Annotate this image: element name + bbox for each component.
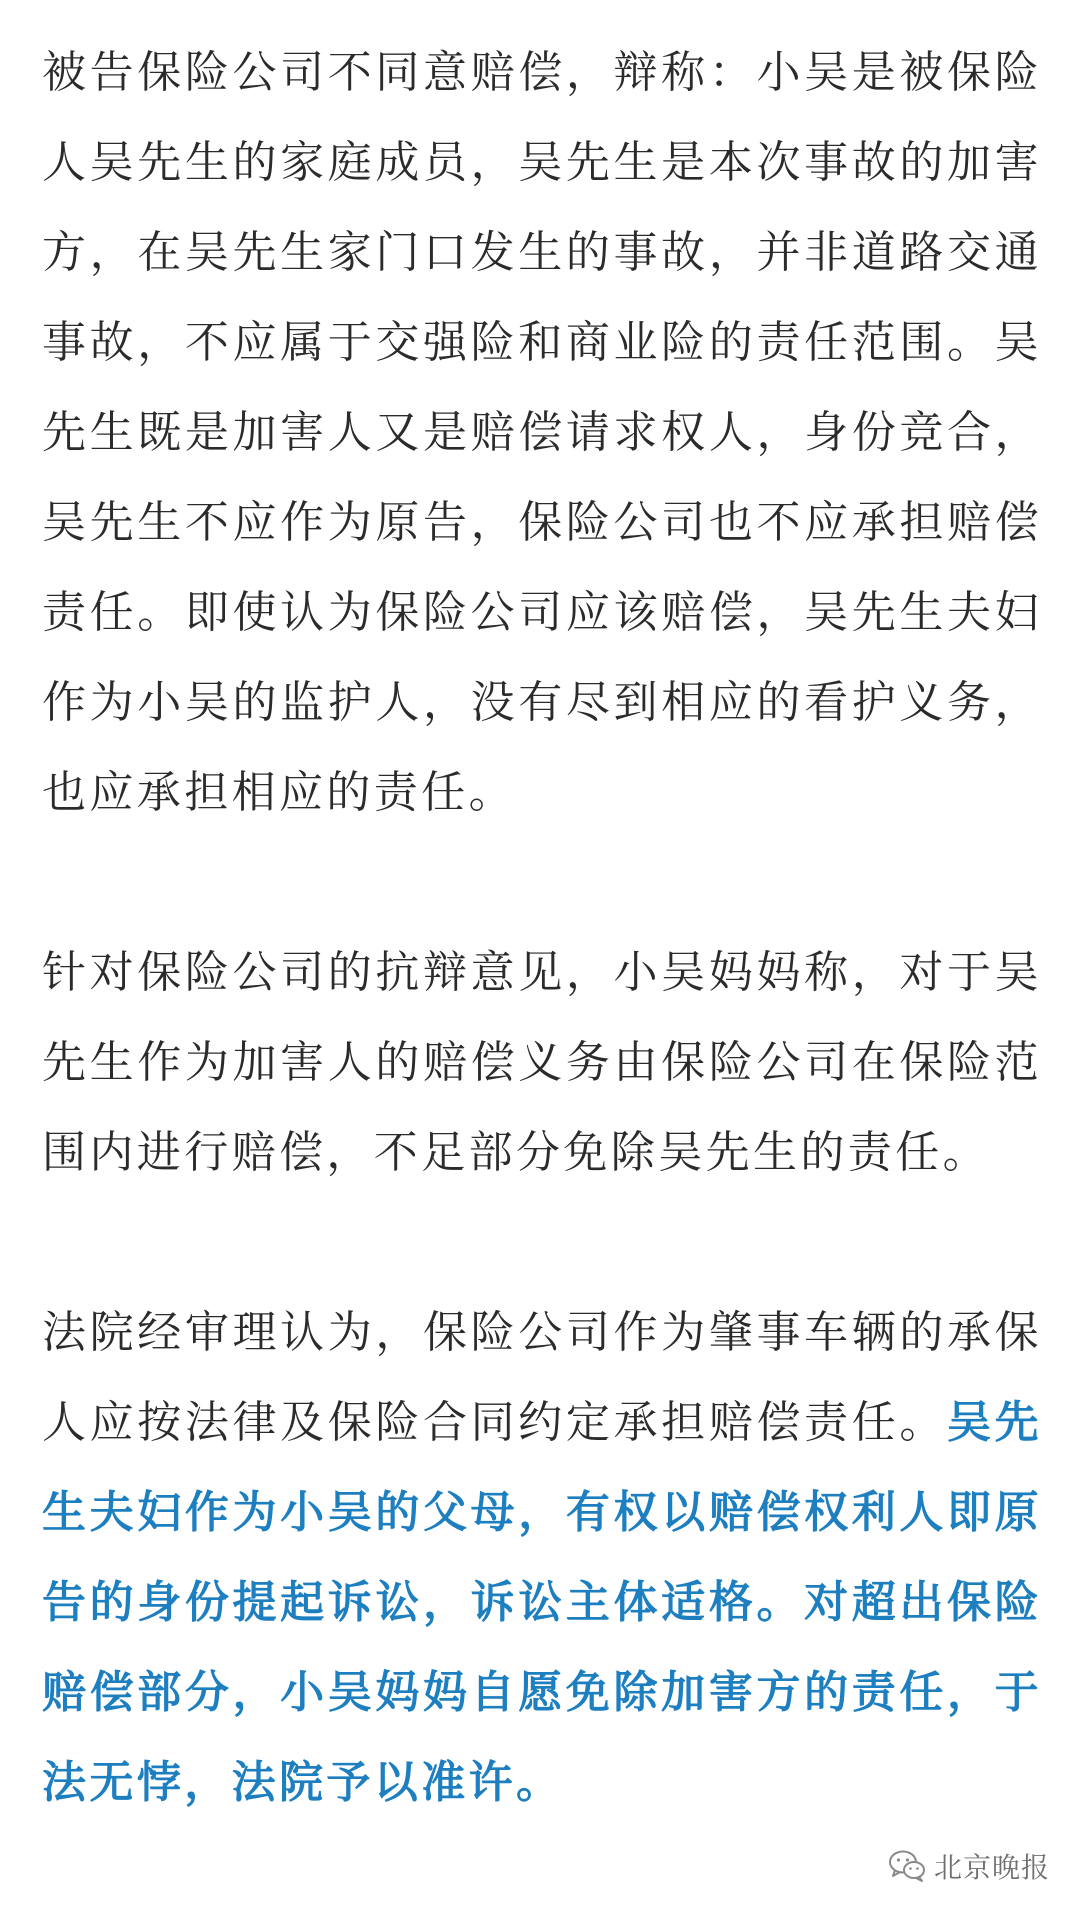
watermark-label: 北京晚报 xyxy=(933,1851,1050,1884)
paragraph-spacer xyxy=(42,838,1042,928)
paragraph-court-ruling xyxy=(42,1288,1042,1828)
source-watermark xyxy=(888,1846,1050,1886)
wechat-icon xyxy=(888,1849,926,1883)
paragraph-spacer xyxy=(42,1198,1042,1288)
court-ruling-plain-text: 法院经审理认为，保险公司作为肇事车辆的承保人应按法律及保险合同约定承担赔偿责任。 xyxy=(42,1307,1042,1448)
court-ruling-highlight-text: 吴先生夫妇作为小吴的父母，有权以赔偿权利人即原告的身份提起诉讼，诉讼主体适格。对超出保险赔偿部分，小吴妈妈自愿免除加害方的责任，于法无悖，法院予以准许。 xyxy=(42,1397,1042,1808)
paragraph-insurer-defense: 被告保险公司不同意赔偿，辩称：小吴是被保险人吴先生的家庭成员，吴先生是本次事故的加害方，在吴先生家门口发生的事故，并非道路交通事故，不应属于交强险和商业险的责任范围。吴先生既是加害人又是赔偿请求权人，身份竞合，吴先生不应作为原告，保险公司也不应承担赔偿责任。即使认为保险公司应该赔偿，吴先生夫妇作为小吴的监护人，没有尽到相应的看护义务，也应承担相应的责任。 xyxy=(42,47,1042,818)
article-body xyxy=(42,28,1042,1828)
paragraph-mother-response: 针对保险公司的抗辩意见，小吴妈妈称，对于吴先生作为加害人的赔偿义务由保险公司在保险范围内进行赔偿，不足部分免除吴先生的责任。 xyxy=(42,947,1042,1178)
